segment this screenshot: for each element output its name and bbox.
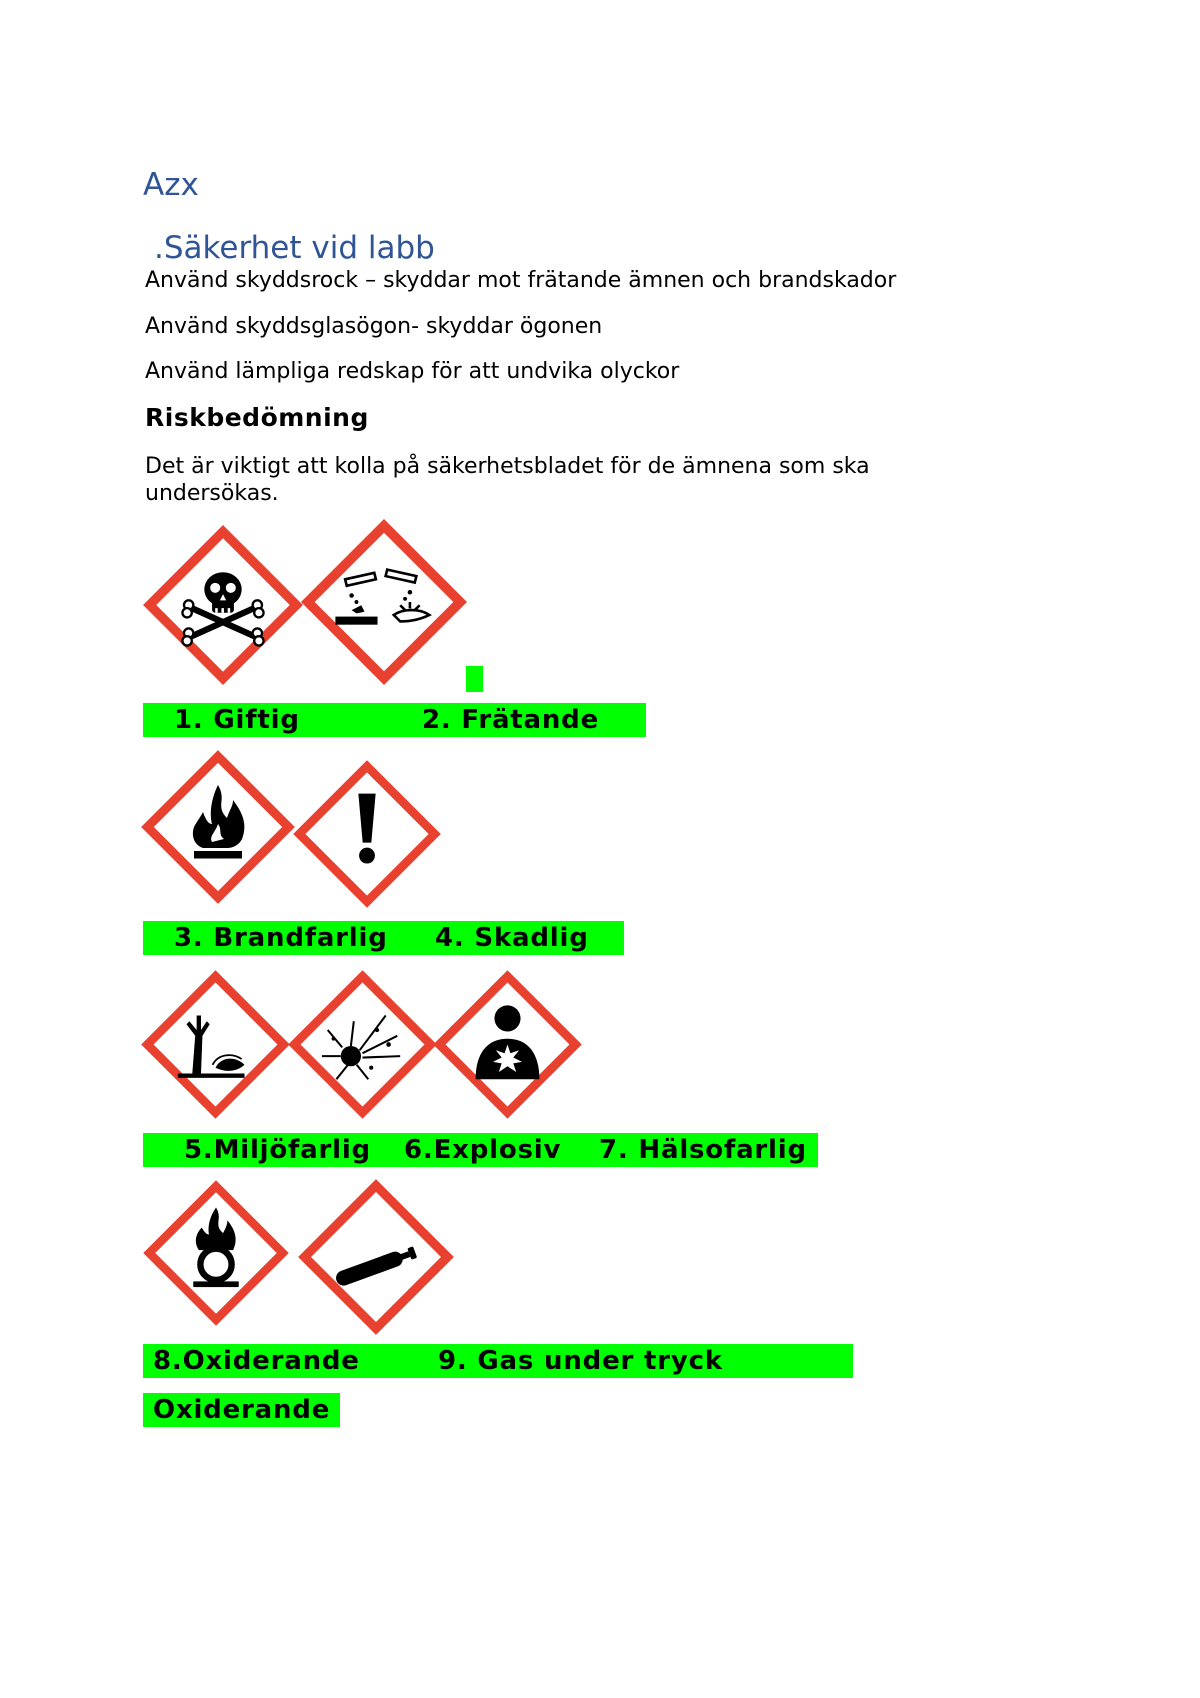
flame-icon — [143, 752, 293, 902]
skull-crossbones-icon — [145, 527, 301, 683]
exploding-bomb-icon — [290, 972, 435, 1117]
risk-text-line-1: Det är viktigt att kolla på säkerhetsbladet för de ämnena som ska — [145, 454, 870, 479]
environment-icon — [143, 972, 288, 1117]
label-brandfarlig: 3. Brandfarlig — [174, 923, 388, 953]
label-oxiderande-continued: Oxiderande — [153, 1395, 331, 1425]
risk-heading: Riskbedömning — [145, 403, 369, 432]
label-oxiderande: 8.Oxiderande — [153, 1346, 360, 1376]
label-explosiv: 6.Explosiv — [404, 1135, 562, 1165]
risk-text-line-2: undersökas. — [145, 481, 279, 506]
label-band-row-5 — [143, 1393, 340, 1427]
rule-line-3: Använd lämpliga redskap för att undvika olyckor — [145, 359, 680, 384]
label-miljofarlig: 5.Miljöfarlig — [184, 1135, 371, 1165]
rule-line-1: Använd skyddsrock – skyddar mot frätande ämnen och brandskador — [145, 268, 897, 293]
exclamation-mark-icon — [295, 762, 439, 906]
gas-cylinder-icon — [300, 1181, 452, 1333]
flame-over-circle-icon — [145, 1182, 287, 1324]
label-skadlig: 4. Skadlig — [435, 923, 589, 953]
document-subtitle: .Säkerhet vid labb — [154, 230, 435, 266]
health-hazard-icon — [435, 972, 580, 1117]
label-gas-under-tryck: 9. Gas under tryck — [438, 1346, 723, 1376]
document-title: Azx — [143, 167, 199, 203]
label-band-row-2 — [143, 921, 624, 955]
rule-line-2: Använd skyddsglasögon- skyddar ögonen — [145, 314, 603, 339]
label-giftig: 1. Giftig — [174, 705, 300, 735]
corrosion-icon — [303, 521, 465, 683]
label-halsofarlig: 7. Hälsofarlig — [599, 1135, 807, 1165]
label-fratande: 2. Frätande — [422, 705, 600, 735]
label-band-row-3 — [143, 1133, 818, 1167]
label-band-row-4 — [143, 1344, 853, 1378]
label-band-row-1 — [143, 703, 646, 737]
highlight-mark — [466, 666, 483, 692]
